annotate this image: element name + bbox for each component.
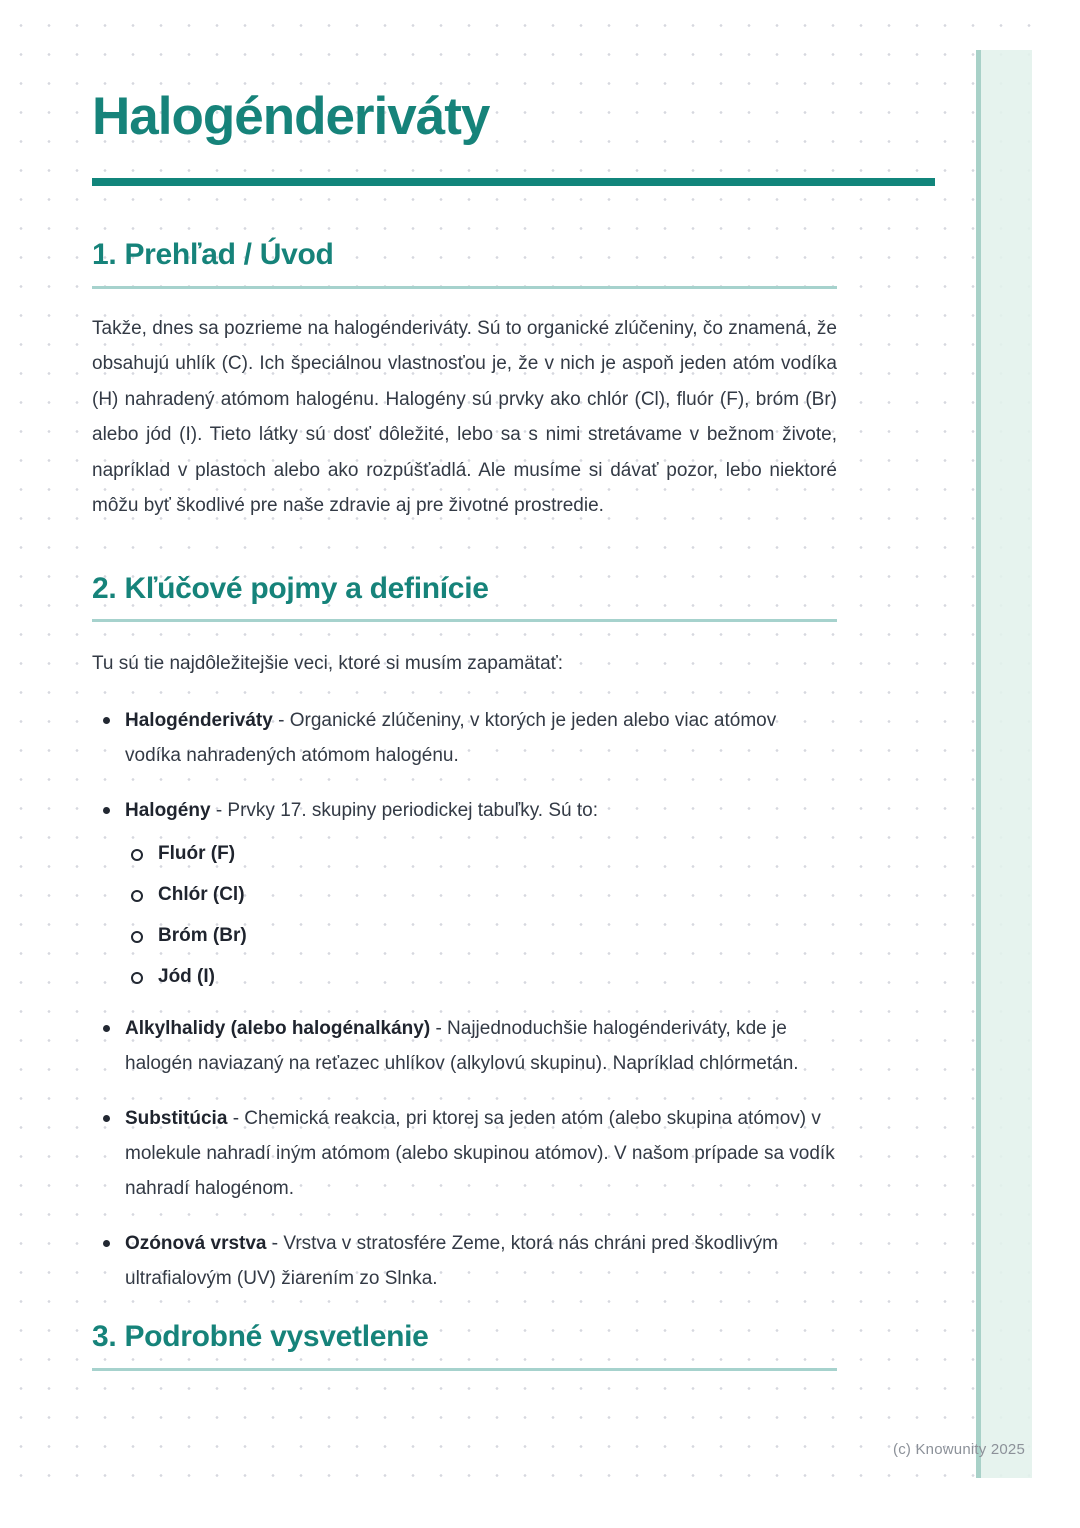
term-label: Halogénderiváty [125, 710, 273, 732]
section-3-heading: 3. Podrobné vysvetlenie [92, 1320, 429, 1354]
circle-bullet-icon [131, 972, 143, 984]
term-label: Halogény [125, 800, 211, 822]
section-detailed-explanation [92, 1320, 837, 1371]
page-title: Halogénderiváty [92, 87, 490, 146]
bullet-icon [103, 807, 110, 814]
sublist-item-label: Chlór (Cl) [158, 884, 245, 906]
halogens-sublist [125, 840, 837, 991]
term-definition: - Chemická reakcia, pri ktorej sa jeden atóm (alebo skupina atómov) v molekule nahradí iným atómom (alebo skupinou atómov). V našom prípade sa vodík nahradí halogénom. [125, 1108, 835, 1200]
circle-bullet-icon [131, 890, 143, 902]
bullet-icon [103, 1025, 110, 1032]
page-edge-stripe [976, 50, 1032, 1478]
term-definition: - Organické zlúčeniny, v ktorých je jeden alebo viac atómov vodíka nahradených atómom halogénu. [125, 710, 777, 767]
term-definition: - Prvky 17. skupiny periodickej tabuľky. Sú to: [215, 800, 599, 822]
bullet-icon [103, 1115, 110, 1122]
term-label: Alkylhalidy (alebo halogénalkány) [125, 1018, 431, 1040]
list-item-ozonova-vrstva [92, 1226, 837, 1296]
term-label: Ozónová vrstva [125, 1233, 267, 1255]
key-terms-list [92, 703, 837, 1296]
sublist-item-brom [125, 922, 837, 950]
section-overview [92, 238, 837, 524]
term-definition: - Vrstva v stratosfére Zeme, ktorá nás chráni pred škodlivým ultrafialovým (UV) žiarením zo Slnka. [125, 1233, 778, 1290]
right-margin [1032, 0, 1080, 1528]
copyright-notice: (c) Knowunity 2025 [893, 1441, 1026, 1458]
section-2-heading: 2. Kľúčové pojmy a definície [92, 571, 489, 605]
bottom-margin [0, 1478, 1080, 1528]
section-1-divider [92, 286, 837, 289]
sublist-item-fluor [125, 840, 837, 868]
sublist-item-chlor [125, 881, 837, 909]
term-definition: - Najjednoduchšie halogénderiváty, kde je halogén naviazaný na reťazec uhlíkov (alkylovú skupinu). Napríklad chlórmetán. [125, 1018, 799, 1075]
title-divider [92, 178, 935, 186]
key-terms-intro: Tu sú tie najdôležitejšie veci, ktoré si musím zapamätať: [92, 653, 564, 675]
sublist-item-label: Fluór (F) [158, 843, 236, 865]
circle-bullet-icon [131, 849, 143, 861]
list-item-substitucia [92, 1101, 837, 1206]
bullet-icon [103, 1240, 110, 1247]
list-item-halogenderivaty [92, 703, 837, 773]
section-key-terms [92, 572, 837, 1297]
document-content [92, 0, 837, 1371]
circle-bullet-icon [131, 931, 143, 943]
list-item-halogeny [92, 793, 837, 991]
list-item-alkylhalidy [92, 1011, 837, 1081]
section-1-heading: 1. Prehľad / Úvod [92, 238, 334, 272]
bullet-icon [103, 717, 110, 724]
sublist-item-jod [125, 963, 837, 991]
sublist-item-label: Bróm (Br) [158, 925, 247, 947]
term-label: Substitúcia [125, 1108, 228, 1130]
section-2-divider [92, 619, 837, 622]
sublist-item-label: Jód (I) [158, 966, 215, 988]
overview-paragraph: Takže, dnes sa pozrieme na halogénderiváty. Sú to organické zlúčeniny, čo znamená, že obsahujú uhlík (C). Ich špeciálnou vlastnosťou je, že v nich je aspoň jeden atóm vodíka (H) nahradený atómom halogénu. Halogény sú prvky ako chlór (Cl), fluór (F), bróm (Br) alebo jód (I). Tieto látky sú dosť dôležité, lebo sa s nimi stretávame v bežnom živote, napríklad v plastoch alebo ako rozpúšťadlá. Ale musíme si dávať pozor, lebo niektoré môžu byť škodlivé pre naše zdravie aj pre životné prostredie. [92, 317, 837, 517]
section-3-divider [92, 1368, 837, 1371]
